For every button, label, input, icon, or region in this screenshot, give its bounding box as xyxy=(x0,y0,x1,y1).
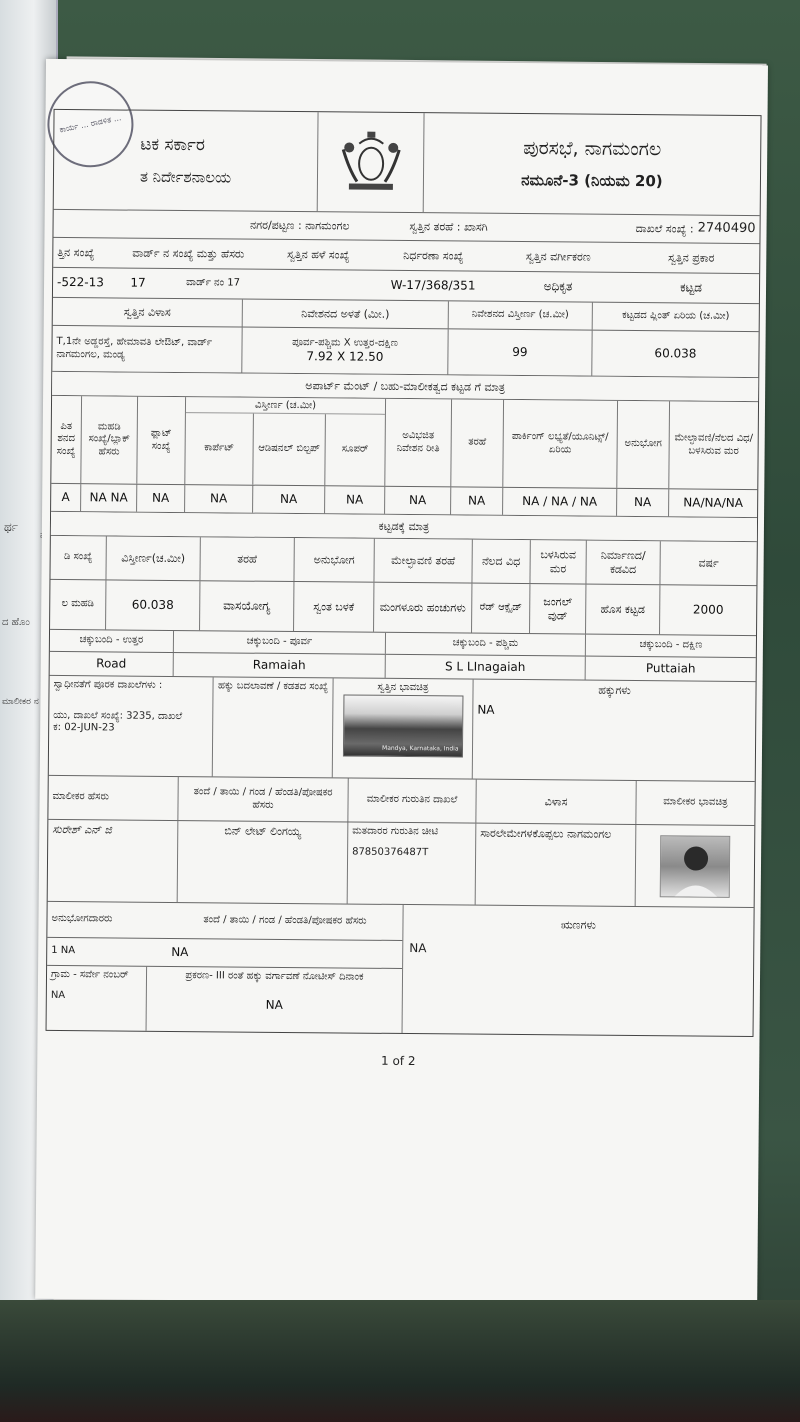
property-number-value: -522-13 xyxy=(57,274,104,290)
rights-label: ಹಕ್ಕುಗಳು xyxy=(598,683,631,697)
property-kind-label: ಸ್ವತ್ತಿನ ಪ್ರಕಾರ xyxy=(668,250,715,265)
old-number-label: ಸ್ವತ್ತಿನ ಹಳೆ ಸಂಖ್ಯೆ xyxy=(287,247,350,262)
property-form xyxy=(46,109,762,1037)
address-value: T,1ನೇ ಅಡ್ಡರಸ್ತೆ, ಹೇಮಾವತಿ ಲೇಔಟ್, ವಾರ್ಡ್ ನಾಗಮಂಗಲ, ಮಂಡ್ಯ xyxy=(56,335,213,361)
ward-name-value: ವಾರ್ಡ್ ನಂ 17 xyxy=(186,277,241,289)
directorate-title: ತ ನಿರ್ದೇಶನಾಲಯ xyxy=(139,167,232,187)
left-fragment: ದ ಹೊಂ xyxy=(2,617,30,628)
assessment-number-value: W-17/368/351 xyxy=(390,277,476,293)
boundary-labels: ಚಕ್ಕುಬಂದಿ - ಉತ್ತರ ಚಕ್ಕುಬಂದಿ - ಪೂರ್ವ ಚಕ್ಕುಬಂದಿ - ಪಶ್ಚಿಮ ಚಕ್ಕುಬಂದಿ - ದಕ್ಷಿಣ xyxy=(50,630,756,658)
assessment-number-label: ನಿರ್ಧರಣಾ ಸಂಖ್ಯೆ xyxy=(403,248,464,263)
apartment-values: A NA NA NA NA NA NA NA NA NA / NA / NA NA NA/NA/NA xyxy=(51,484,757,518)
property-type-label: ಸ್ವತ್ತಿನ ತರಹೆ : ಖಾಸಗಿ xyxy=(409,219,488,234)
classification-label: ಸ್ವತ್ತಿನ ವರ್ಗೀಕರಣ xyxy=(525,249,591,264)
boundary-south: Puttaiah xyxy=(645,661,696,676)
building-section-title: ಕಟ್ಟಡಕ್ಕೆ ಮಾತ್ರ xyxy=(51,512,757,542)
left-fragment: ಮಾಲೀಕರ ನ xyxy=(2,697,39,707)
notice-label: ಪ್ರಕರಣ- III ರಂತೆ ಹಕ್ಕು ವರ್ಗಾವಣೆ ನೋಟೀಸ್ ದಿನಾಂಕ xyxy=(185,970,364,983)
boundary-east: Ramaiah xyxy=(252,657,306,673)
survey-value: NA xyxy=(50,989,66,1001)
boundary-west: S L LInagaiah xyxy=(444,659,526,675)
survey-label: ಗ್ರಾಮ - ಸರ್ವೇ ನಂಬರ್ xyxy=(50,968,129,981)
notice-value: NA xyxy=(265,997,283,1012)
entry-number-value: 2740490 xyxy=(697,220,756,237)
owner-photo xyxy=(660,835,731,898)
liabilities-value: NA xyxy=(409,941,427,956)
apartment-headers: ಪಿತ ಶನದ ಸಂಖ್ಯೆ ಮಹಡಿ ಸಂಖ್ಯೆ/ಬ್ಲಾಕ್ ಹೆಸರು ಫ್ಲಾಟ್ ಸಂಖ್ಯೆ ವಿಸ್ತೀರ್ಣ (ಚ.ಮೀ) ಕಾರ್ಪೆಟ್ ಆಡಿಷನಲ್ ಬಿಲ್ಟಪ್ ಸೂಪರ್ ಅವಿಭಜಿತ ನಿವೇಶನ ರೀತಿ ತರಹೆ ಪಾರ್ಕಿಂಗ್ ಲಭ್ಯತೆ/ಯೂನಿಟ್ಸ್/ಏರಿಯ ಅನುಭೋಗ ಮೇಲ್ಛಾವಣಿ/ನೆಲದ ವಿಧ/ಬಳಸಿರುವ ಮರ xyxy=(51,396,758,490)
owner-name: ಸುರೇಶ್ ಎನ್ ಜಿ xyxy=(52,822,112,837)
owner-father-name: ಬಿನ್ ಲೇಟ್ ಲಿಂಗಯ್ಯ xyxy=(224,824,302,839)
occupant-father-label: ತಂದೆ / ತಾಯಿ / ಗಂಡ / ಹೆಂಡತಿ/ಪೋಷಕರ ಹೆಸರು xyxy=(203,914,367,927)
building-values: ಲ ಮಹಡಿ 60.038 ವಾಸಯೋಗ್ಯ ಸ್ವಂತ ಬಳಕೆ ಮಂಗಳೂರು ಹಂಚುಗಳು ರೆಡ್ ಆಕ್ಸೈಡ್ ಜಂಗಲ್ ವುಡ್ ಹೊಸ ಕಟ್ಟಡ 2000 xyxy=(50,580,756,636)
office-stamp: ಕಾರ್ಯ ... ರಾಡಳಿತ ... xyxy=(40,74,141,175)
documents-date: ಕ: 02-JUN-23 xyxy=(53,721,115,734)
building-headers: ಡಿ ಸಂಖ್ಯೆ ವಿಸ್ತೀರ್ಣ(ಚ.ಮೀ) ತರಹೆ ಅನುಭೋಗ ಮೇಲ್ಛಾವಣಿ ತರಹೆ ನೆಲದ ವಿಧ ಬಳಸಿರುವ ಮರ ನಿರ್ಮಾಣದ/ ಕಡವಿದ ವರ್ಷ xyxy=(50,536,756,586)
state-emblem-icon xyxy=(332,127,409,198)
entry-number-label: ದಾಖಲೆ ಸಂಖ್ಯೆ : xyxy=(635,221,694,236)
site-dimension-label: ನಿವೇಶನದ ಅಳತೆ (ಮೀ.) xyxy=(301,306,390,321)
ward-label: ವಾರ್ಡ್ ನ ಸಂಖ್ಯೆ ಮತ್ತು ಹೆಸರು xyxy=(132,246,245,261)
owner-name-label: ಮಾಲೀಕರ ಹೆಸರು xyxy=(52,791,109,803)
dimension-value: 7.92 X 12.50 xyxy=(306,349,384,365)
occupant-label: ಅನುಭೋಗದಾರರು xyxy=(51,913,113,925)
rights-value: NA xyxy=(477,702,495,717)
boundary-north: Road xyxy=(96,656,127,671)
occupant-serial: 1 xyxy=(51,945,58,957)
property-number-label: ತ್ತಿನ ಸಂಖ್ಯೆ xyxy=(57,245,95,259)
documents-value: ಯು, ದಾಖಲೆ ಸಂಖ್ಯೆ: 3235, ದಾಖಲೆ xyxy=(53,709,183,722)
left-fragment: ರ್ಥ xyxy=(4,520,18,534)
table-surface xyxy=(0,1300,800,1422)
site-area-label: ನಿವೇಶನದ ವಿಸ್ತೀರ್ಣ (ಚ.ಮೀ) xyxy=(471,308,569,321)
document-page xyxy=(35,59,768,1305)
city-label: ನಗರ/ಪಟ್ಟಣ : ನಾಗಮಂಗಲ xyxy=(250,218,350,233)
owner-address-label: ವಿಳಾಸ xyxy=(544,794,568,809)
page-number: 1 of 2 xyxy=(380,1053,416,1069)
owner-id-label: ಮಾಲೀಕರ ಗುರುತಿನ ದಾಖಲೆ xyxy=(366,793,458,806)
rights-section xyxy=(49,676,756,782)
owner-labels xyxy=(48,776,754,826)
property-kind-value: ಕಟ್ಟಡ xyxy=(680,280,702,295)
area-group-label: ವಿಸ್ತೀರ್ಣ (ಚ.ಮೀ) xyxy=(186,397,385,415)
form-header xyxy=(54,110,761,216)
dimension-direction: ಪೂರ್ವ-ಪಶ್ಚಿಮ X ಉತ್ತರ-ದಕ್ಷಿಣ xyxy=(292,336,398,349)
property-photo: Mandya, Karnataka, India xyxy=(342,694,463,757)
plinth-area-value: 60.038 xyxy=(654,346,697,361)
occupant-section xyxy=(47,902,754,1036)
owner-photo-label: ಮಾಲೀಕರ ಭಾವಚಿತ್ರ xyxy=(663,796,728,809)
owner-address: ಸಾರಲೇಮೇಗಳಕೊಪ್ಪಲು ನಾಗಮಂಗಲ xyxy=(480,826,612,841)
office-title: ಪುರಸಭೆ, ನಾಗಮಂಗಲ xyxy=(523,137,662,161)
property-photo-label: ಸ್ವತ್ತಿನ ಭಾವಚಿತ್ರ xyxy=(377,681,429,694)
classification-value: ಅಧಿಕೃತ xyxy=(543,279,573,294)
voter-id-label: ಮತದಾರರ ಗುರುತಿನ ಚೀಟಿ xyxy=(352,825,439,838)
owner-father-label: ತಂದೆ / ತಾಯಿ / ಗಂಡ / ಹೆಂಡತಿ/ಪೋಷಕರ ಹೆಸರು xyxy=(193,786,333,811)
owner-values xyxy=(48,820,755,908)
apartment-section-title: ಅಪಾರ್ಟ್ ಮೆಂಟ್ / ಬಹು-ಮಾಲೀಕತ್ವದ ಕಟ್ಟಡ ಗೆ ಮಾತ್ರ xyxy=(52,372,758,402)
ward-number-value: 17 xyxy=(130,275,146,290)
site-area-value: 99 xyxy=(512,344,528,360)
occupant-father-value: NA xyxy=(171,944,189,960)
address-values xyxy=(52,326,758,378)
address-label: ಸ್ವತ್ತಿನ ವಿಳಾಸ xyxy=(123,305,171,319)
liabilities-label: ಋಣಗಳು xyxy=(560,918,597,932)
transfer-label: ಹಕ್ಕು ಬದಲಾವಣೆ / ಕಡತದ ಸಂಖ್ಯೆ xyxy=(217,680,329,693)
occupant-value: NA xyxy=(60,945,76,957)
government-title: ಟಕ ಸರ್ಕಾರ xyxy=(140,134,205,155)
plinth-area-label: ಕಟ್ಟಡದ ಪ್ಲಿಂತ್ ಏರಿಯ (ಚ.ಮೀ) xyxy=(622,310,730,323)
voter-id-number: 87850376487T xyxy=(352,846,429,858)
documents-label: ಸ್ವಾಧೀನತೆಗೆ ಪೂರಕ ದಾಖಲೆಗಳು : xyxy=(53,678,163,691)
form-number: ನಮೂನೆ-3 (ನಿಯಮ 20) xyxy=(521,171,663,191)
